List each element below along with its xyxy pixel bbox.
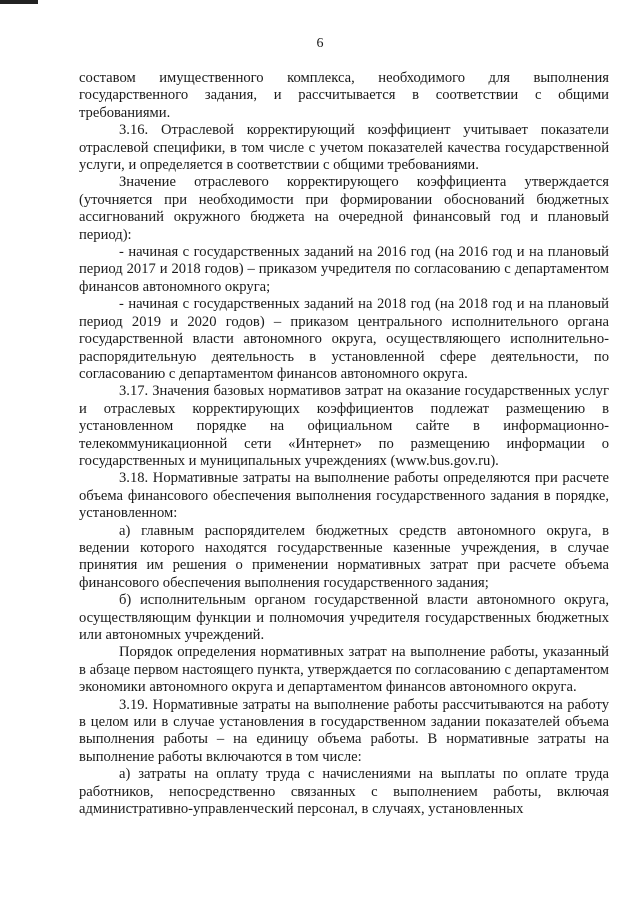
scan-corner-mark <box>0 0 38 4</box>
paragraph-continuation: составом имущественного комплекса, необходимого для выполнения государственного задания, и рассчитывается в соответствии с общими требованиями. <box>79 70 609 121</box>
paragraph-3-19-a: а) затраты на оплату труда с начислениями на выплаты по оплате труда работников, непосредственно связанных с выполнением работы, включая административно-управленческий персонал, в случаях, установленных <box>79 766 609 818</box>
paragraph-3-18: 3.18. Нормативные затраты на выполнение работы определяются при расчете объема финансового обеспечения выполнения государственного задания в порядке, установленном: <box>79 470 609 522</box>
paragraph-list-item-2016: - начиная с государственных заданий на 2016 год (на 2016 год и на плановый период 2017 и 2018 годов) – приказом учредителя по согласованию с департаментом финансов автономного округа; <box>79 244 609 295</box>
paragraph-3-17: 3.17. Значения базовых нормативов затрат на оказание государственных услуг и отраслевых корректирующих коэффициентов подлежат размещению в установленном порядке на официальном сайте в информационно-телекоммуникационной сети «Интернет» по размещению информации о государственных и муниципальных учреждениях (www.bus.gov.ru). <box>79 383 609 469</box>
paragraph-3-19: 3.19. Нормативные затраты на выполнение работы рассчитываются на работу в целом или в случае установления в государственном задании показателей объема выполнения работы – на единицу объема работы. В нормативные затраты на выполнение работы включаются в том числе: <box>79 696 609 765</box>
document-body <box>79 70 609 818</box>
page-number: 6 <box>316 36 324 51</box>
paragraph-3-18-b: б) исполнительным органом государственной власти автономного округа, осуществляющим функции и полномочия учредителя государственных бюджетных или автономных учреждений. <box>79 592 609 643</box>
paragraph-3-16: 3.16. Отраслевой корректирующий коэффициент учитывает показатели отраслевой специфики, в том числе с учетом показателей качества государственной услуги, и определяется в соответствии с общими требованиями. <box>79 122 609 174</box>
paragraph-procedure: Порядок определения нормативных затрат на выполнение работы, указанный в абзаце первом настоящего пункта, утверждается по согласованию с департаментом экономики автономного округа и департаментом финансов автономного округа. <box>79 644 609 696</box>
paragraph-3-18-a: а) главным распорядителем бюджетных средств автономного округа, в ведении которого находятся государственные казенные учреждения, в случае принятия им решения о применении нормативных затрат при расчете объема финансового обеспечения выполнения государственного задания; <box>79 522 609 591</box>
paragraph-coefficient-value: Значение отраслевого корректирующего коэффициента утверждается (уточняется при необходимости при формировании обоснований бюджетных ассигнований окружного бюджета на очередной финансовый год и плановый период): <box>79 174 609 243</box>
paragraph-list-item-2018: - начиная с государственных заданий на 2018 год (на 2018 год и на плановый период 2019 и 2020 годов) – приказом центрального исполнительного органа государственной власти автономного округа, осуществляющего исполнительно-распорядительную деятельность в установленной сфере деятельности, по согласованию с департаментом финансов автономного округа. <box>79 296 609 382</box>
